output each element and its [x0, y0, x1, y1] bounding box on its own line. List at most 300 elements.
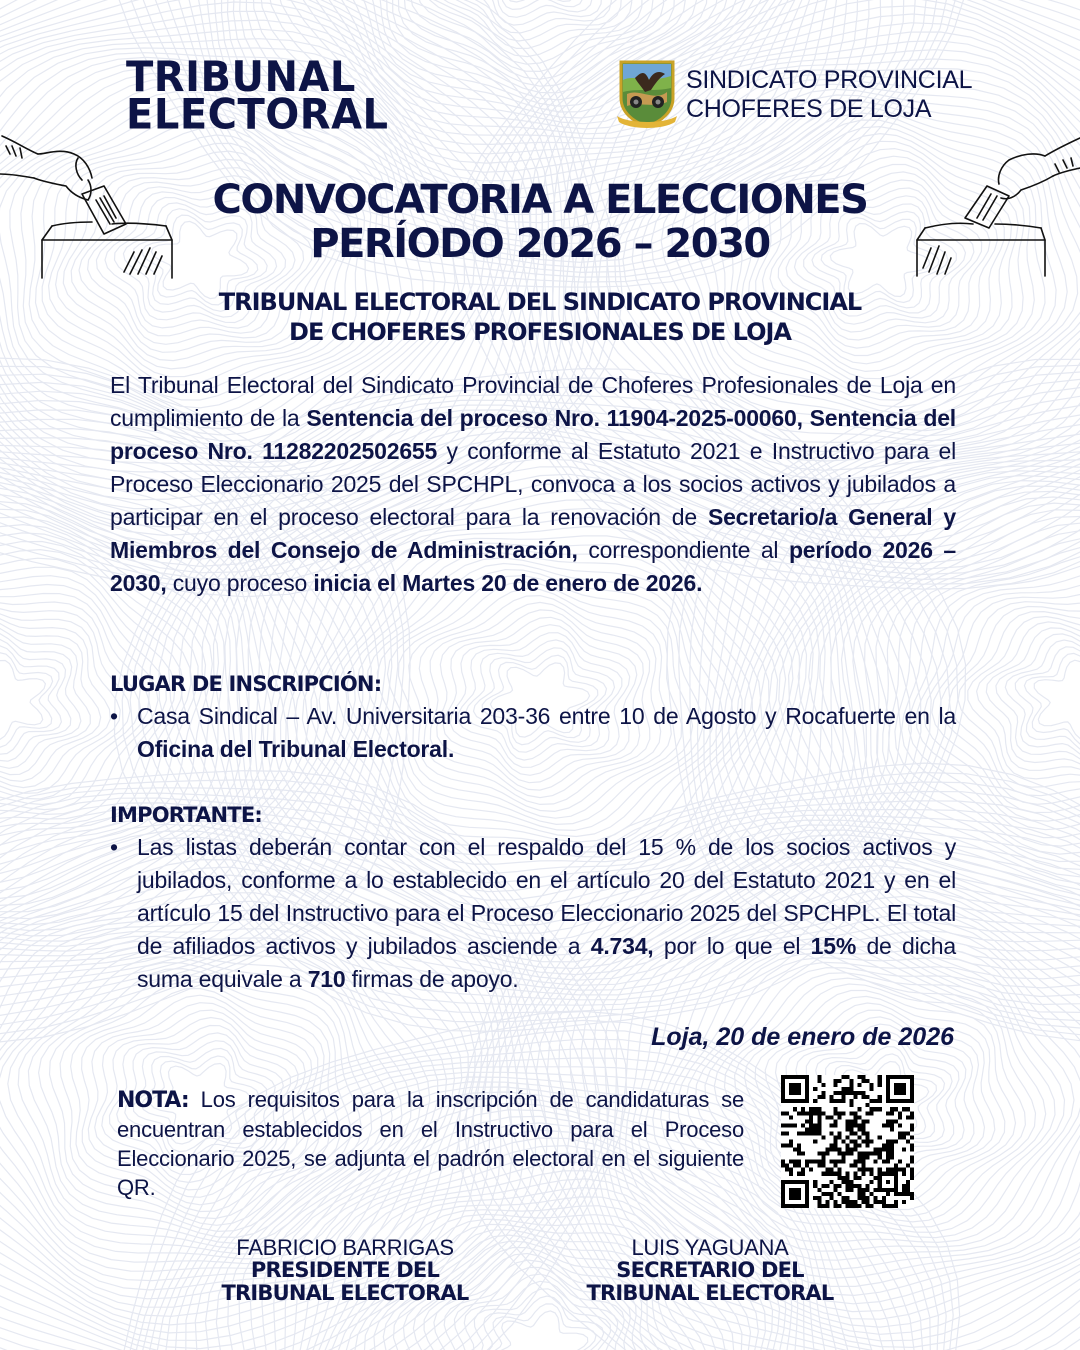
- qr-module: [817, 1107, 821, 1111]
- qr-module: [866, 1095, 870, 1099]
- qr-module: [886, 1139, 890, 1143]
- qr-module: [789, 1160, 793, 1164]
- qr-module: [829, 1180, 833, 1184]
- qr-module: [866, 1152, 870, 1156]
- lugar-address: Casa Sindical – Av. Universitaria 203-36 entre 10 de Agosto y Rocafuerte en la: [137, 703, 956, 729]
- qr-module: [866, 1156, 870, 1160]
- qr-module: [845, 1172, 849, 1176]
- qr-module: [854, 1139, 858, 1143]
- nota-label: NOTA:: [117, 1088, 189, 1113]
- qr-module: [841, 1152, 845, 1156]
- qr-module: [837, 1148, 841, 1152]
- qr-module: [890, 1123, 894, 1127]
- qr-module: [850, 1091, 854, 1095]
- qr-module: [906, 1184, 910, 1188]
- intro-cargos: Secretario/a General y Miembros del Consejo de Administración,: [110, 504, 956, 563]
- qr-module: [890, 1107, 894, 1111]
- qr-module: [902, 1184, 906, 1188]
- lugar-oficina: Oficina del Tribunal Electoral.: [137, 736, 455, 762]
- qr-module: [833, 1172, 837, 1176]
- qr-module: [813, 1139, 817, 1143]
- qr-module: [890, 1139, 894, 1143]
- qr-module: [866, 1119, 870, 1123]
- qr-module: [874, 1160, 878, 1164]
- qr-module: [829, 1196, 833, 1200]
- qr-module: [817, 1095, 821, 1099]
- qr-module: [850, 1164, 854, 1168]
- qr-module: [821, 1091, 825, 1095]
- qr-module: [854, 1111, 858, 1115]
- qr-module: [833, 1184, 837, 1188]
- guilloche-line: [473, 0, 608, 9]
- qr-module: [837, 1079, 841, 1083]
- qr-module: [801, 1152, 805, 1156]
- qr-module: [821, 1204, 825, 1208]
- qr-module: [797, 1144, 801, 1148]
- qr-module: [862, 1095, 866, 1099]
- signature-president: [195, 1236, 495, 1305]
- intro-text: correspondiente al: [577, 537, 789, 563]
- qr-module: [845, 1152, 849, 1156]
- qr-module: [837, 1168, 841, 1172]
- qr-module: [910, 1172, 914, 1176]
- qr-module: [837, 1204, 841, 1208]
- qr-module: [870, 1099, 874, 1103]
- qr-module: [833, 1188, 837, 1192]
- qr-module: [825, 1148, 829, 1152]
- qr-module: [850, 1184, 854, 1188]
- qr-module: [817, 1123, 821, 1127]
- qr-module: [874, 1152, 878, 1156]
- guilloche-line: [0, 612, 110, 787]
- sub-title-line-1: TRIBUNAL ELECTORAL DEL SINDICATO PROVINCIAL: [218, 288, 862, 316]
- qr-module: [850, 1200, 854, 1204]
- qr-module: [837, 1135, 841, 1139]
- intro-sentencias: Sentencia del proceso Nro. 11904-2025-00060, Sentencia del proceso Nro. 11282202502655: [110, 405, 956, 464]
- qr-module: [833, 1139, 837, 1143]
- qr-module: [833, 1160, 837, 1164]
- qr-module: [874, 1107, 878, 1111]
- guilloche-line: [431, 0, 649, 48]
- guilloche-line: [958, 612, 1080, 789]
- qr-module: [850, 1119, 854, 1123]
- qr-module: [878, 1200, 882, 1204]
- qr-module: [910, 1127, 914, 1131]
- qr-module: [781, 1131, 785, 1135]
- date-line: Loja, 20 de enero de 2026: [651, 1023, 954, 1051]
- qr-module: [813, 1127, 817, 1131]
- guilloche-line: [0, 607, 120, 794]
- qr-module: [870, 1204, 874, 1208]
- qr-module: [850, 1083, 854, 1087]
- qr-module: [886, 1192, 890, 1196]
- qr-module: [845, 1119, 849, 1123]
- intro-paragraph: [110, 369, 956, 600]
- qr-module: [841, 1075, 845, 1079]
- qr-module: [858, 1192, 862, 1196]
- qr-module: [870, 1180, 874, 1184]
- guilloche-line: [0, 632, 81, 769]
- qr-module: [866, 1144, 870, 1148]
- guilloche-line: [986, 628, 1080, 772]
- qr-module: [870, 1168, 874, 1172]
- qr-code-icon[interactable]: [781, 1075, 914, 1208]
- qr-module: [858, 1168, 862, 1172]
- qr-module: [837, 1131, 841, 1135]
- qr-module: [866, 1200, 870, 1204]
- qr-module: [833, 1123, 837, 1127]
- guilloche-line: [1024, 653, 1080, 746]
- qr-module: [817, 1196, 821, 1200]
- qr-module: [809, 1123, 813, 1127]
- qr-module: [850, 1079, 854, 1083]
- qr-module: [890, 1111, 894, 1115]
- qr-module: [878, 1156, 882, 1160]
- qr-module: [910, 1111, 914, 1115]
- qr-module: [902, 1131, 906, 1135]
- qr-module: [886, 1148, 890, 1152]
- qr-module: [809, 1119, 813, 1123]
- qr-module: [837, 1152, 841, 1156]
- qr-module: [910, 1123, 914, 1127]
- qr-module: [817, 1127, 821, 1131]
- qr-module: [809, 1127, 813, 1131]
- qr-module: [789, 1123, 793, 1127]
- qr-module: [854, 1184, 858, 1188]
- qr-module: [841, 1180, 845, 1184]
- bullet-icon: •: [110, 703, 119, 729]
- qr-module: [858, 1156, 862, 1160]
- qr-module: [874, 1196, 878, 1200]
- qr-module: [906, 1115, 910, 1119]
- qr-module: [833, 1111, 837, 1115]
- main-title: [0, 178, 1080, 266]
- qr-module: [841, 1200, 845, 1204]
- guilloche-line: [0, 646, 61, 754]
- qr-module: [825, 1172, 829, 1176]
- qr-module: [886, 1160, 890, 1164]
- qr-module: [854, 1119, 858, 1123]
- qr-module: [866, 1184, 870, 1188]
- qr-module: [801, 1172, 805, 1176]
- qr-module: [845, 1087, 849, 1091]
- qr-module: [886, 1123, 890, 1127]
- qr-module: [797, 1160, 801, 1164]
- qr-module: [850, 1188, 854, 1192]
- qr-module: [797, 1131, 801, 1135]
- qr-module: [821, 1184, 825, 1188]
- guilloche-line: [1034, 660, 1080, 740]
- qr-module: [809, 1115, 813, 1119]
- qr-module: [829, 1168, 833, 1172]
- qr-module: [862, 1200, 866, 1204]
- org-name: [686, 66, 972, 124]
- qr-module: [854, 1164, 858, 1168]
- signature-role: TRIBUNAL ELECTORAL: [221, 1281, 469, 1305]
- qr-module: [785, 1123, 789, 1127]
- qr-module: [837, 1172, 841, 1176]
- guilloche-line: [0, 619, 101, 782]
- qr-module: [801, 1131, 805, 1135]
- qr-module: [813, 1099, 817, 1103]
- qr-module: [809, 1131, 813, 1135]
- guilloche-line: [0, 625, 90, 774]
- qr-module: [850, 1152, 854, 1156]
- union-shield-logo: [615, 58, 679, 130]
- signature-role: PRESIDENTE DEL: [250, 1258, 440, 1282]
- qr-module: [910, 1176, 914, 1180]
- qr-module: [833, 1148, 837, 1152]
- main-title-line-1: CONVOCATORIA A ELECCIONES: [212, 177, 868, 223]
- qr-module: [882, 1144, 886, 1148]
- qr-module: [862, 1160, 866, 1164]
- qr-module: [910, 1168, 914, 1172]
- qr-module: [850, 1123, 854, 1127]
- qr-module: [870, 1172, 874, 1176]
- qr-module: [906, 1139, 910, 1143]
- qr-module: [850, 1204, 854, 1208]
- qr-module: [789, 1172, 793, 1176]
- qr-module: [862, 1075, 866, 1079]
- qr-module: [906, 1164, 910, 1168]
- qr-module: [821, 1160, 825, 1164]
- qr-module: [866, 1111, 870, 1115]
- qr-module: [902, 1148, 906, 1152]
- qr-module: [882, 1204, 886, 1208]
- qr-module: [866, 1135, 870, 1139]
- qr-module: [858, 1075, 862, 1079]
- qr-module: [817, 1204, 821, 1208]
- qr-module: [862, 1131, 866, 1135]
- qr-module: [866, 1131, 870, 1135]
- qr-module: [862, 1091, 866, 1095]
- qr-module: [829, 1131, 833, 1135]
- qr-module: [825, 1152, 829, 1156]
- qr-module: [845, 1075, 849, 1079]
- qr-module: [878, 1083, 882, 1087]
- guilloche-line: [439, 0, 642, 41]
- qr-module: [906, 1192, 910, 1196]
- qr-module: [866, 1079, 870, 1083]
- guilloche-line: [949, 604, 1080, 795]
- qr-module: [890, 1127, 894, 1131]
- qr-module: [793, 1107, 797, 1111]
- signature-name: LUIS YAGUANA: [631, 1235, 789, 1260]
- qr-module: [833, 1200, 837, 1204]
- qr-module: [833, 1144, 837, 1148]
- qr-module: [789, 1168, 793, 1172]
- qr-module: [870, 1152, 874, 1156]
- qr-module: [898, 1168, 902, 1172]
- qr-module: [801, 1107, 805, 1111]
- qr-module: [850, 1139, 854, 1143]
- qr-module: [902, 1135, 906, 1139]
- guilloche-line: [941, 596, 1080, 805]
- qr-module: [821, 1172, 825, 1176]
- qr-module: [813, 1131, 817, 1135]
- qr-module: [845, 1091, 849, 1095]
- qr-module: [862, 1127, 866, 1131]
- qr-module: [821, 1192, 825, 1196]
- qr-module: [817, 1115, 821, 1119]
- firmas-requeridas: 710: [307, 966, 346, 992]
- qr-module: [797, 1172, 801, 1176]
- qr-module: [825, 1115, 829, 1119]
- signature-role: SECRETARIO DEL: [616, 1258, 804, 1282]
- qr-module: [817, 1079, 821, 1083]
- importante-item: [110, 831, 956, 996]
- qr-module: [898, 1160, 902, 1164]
- qr-module: [845, 1148, 849, 1152]
- qr-module: [886, 1111, 890, 1115]
- brand-line-2: ELECTORAL: [126, 90, 389, 140]
- qr-module: [817, 1160, 821, 1164]
- guilloche-line: [481, 0, 599, 2]
- qr-module: [833, 1119, 837, 1123]
- qr-module: [821, 1164, 825, 1168]
- qr-module: [862, 1152, 866, 1156]
- qr-module: [910, 1144, 914, 1148]
- qr-module: [850, 1103, 854, 1107]
- total-afiliados: 4.734,: [590, 933, 654, 959]
- qr-module: [854, 1091, 858, 1095]
- qr-module: [837, 1091, 841, 1095]
- qr-module: [813, 1180, 817, 1184]
- qr-module: [870, 1083, 874, 1087]
- qr-module: [874, 1200, 878, 1204]
- qr-module: [825, 1204, 829, 1208]
- qr-module: [858, 1188, 862, 1192]
- qr-module: [789, 1139, 793, 1143]
- qr-module: [845, 1180, 849, 1184]
- qr-module: [858, 1115, 862, 1119]
- qr-module: [789, 1144, 793, 1148]
- qr-module: [902, 1168, 906, 1172]
- guilloche-line: [977, 622, 1080, 778]
- qr-module: [793, 1164, 797, 1168]
- qr-module: [894, 1168, 898, 1172]
- qr-module: [894, 1200, 898, 1204]
- importante-text: [137, 831, 956, 996]
- qr-module: [845, 1135, 849, 1139]
- qr-module: [886, 1156, 890, 1160]
- qr-module: [850, 1087, 854, 1091]
- lugar-item: [110, 700, 956, 766]
- qr-module: [785, 1144, 789, 1148]
- org-name-line-2: CHOFERES DE LOJA: [686, 95, 932, 123]
- qr-module: [833, 1164, 837, 1168]
- qr-module: [858, 1127, 862, 1131]
- main-title-line-2: PERÍODO 2026 – 2030: [310, 221, 770, 267]
- qr-module: [829, 1115, 833, 1119]
- qr-module: [785, 1168, 789, 1172]
- qr-module: [825, 1192, 829, 1196]
- qr-module: [805, 1131, 809, 1135]
- qr-module: [845, 1184, 849, 1188]
- qr-module: [902, 1200, 906, 1204]
- brand-title: [126, 52, 389, 140]
- qr-module: [797, 1152, 801, 1156]
- guilloche-line: [0, 661, 45, 740]
- qr-module: [886, 1152, 890, 1156]
- qr-module: [906, 1180, 910, 1184]
- qr-module: [890, 1144, 894, 1148]
- qr-module: [833, 1107, 837, 1111]
- qr-module: [858, 1184, 862, 1188]
- qr-module: [882, 1196, 886, 1200]
- qr-module: [874, 1176, 878, 1180]
- qr-module: [829, 1099, 833, 1103]
- qr-module: [902, 1188, 906, 1192]
- qr-module: [829, 1123, 833, 1127]
- qr-module: [898, 1131, 902, 1135]
- qr-module: [817, 1111, 821, 1115]
- qr-module: [781, 1123, 785, 1127]
- importante-text-part: por lo que el: [653, 933, 811, 959]
- guilloche-line: [492, 1311, 587, 1350]
- qr-module: [902, 1172, 906, 1176]
- qr-module: [910, 1115, 914, 1119]
- qr-module: [890, 1148, 894, 1152]
- lugar-heading: LUGAR DE INSCRIPCIÓN:: [110, 672, 382, 696]
- qr-module: [801, 1111, 805, 1115]
- qr-module: [870, 1139, 874, 1143]
- importante-heading: IMPORTANTE:: [110, 803, 262, 827]
- qr-module: [854, 1131, 858, 1135]
- signature-secretary: [560, 1236, 860, 1305]
- qr-module: [817, 1119, 821, 1123]
- guilloche-line: [0, 653, 53, 747]
- nota-text: Los requisitos para la inscripción de candidaturas se encuentran establecidos en el Instructivo para el Proceso Eleccionario 2025, se adjunta el padrón electoral en el siguiente QR.: [117, 1087, 744, 1200]
- qr-module: [878, 1075, 882, 1079]
- qr-module: [825, 1184, 829, 1188]
- qr-module: [805, 1164, 809, 1168]
- qr-module: [866, 1103, 870, 1107]
- importante-text-part: Las listas deberán contar con el respaldo del 15 % de los socios activos y jubilados, conforme a lo establecido en el artículo 20 del Estatuto 2021 y en el artículo 15 del Instructivo para el Proceso Eleccionario 2025 del SPCHPL. El total de afiliados activos y jubilados asciende a: [137, 834, 956, 959]
- qr-module: [890, 1152, 894, 1156]
- qr-module: [854, 1160, 858, 1164]
- qr-module: [898, 1192, 902, 1196]
- qr-module: [801, 1168, 805, 1172]
- qr-module: [854, 1172, 858, 1176]
- qr-module: [817, 1188, 821, 1192]
- qr-module: [886, 1180, 890, 1184]
- qr-module: [854, 1200, 858, 1204]
- qr-module: [858, 1135, 862, 1139]
- qr-module: [902, 1107, 906, 1111]
- qr-module: [886, 1168, 890, 1172]
- qr-module: [797, 1164, 801, 1168]
- qr-module: [841, 1087, 845, 1091]
- qr-module: [785, 1164, 789, 1168]
- qr-module: [882, 1123, 886, 1127]
- qr-module: [854, 1115, 858, 1119]
- qr-module: [858, 1091, 862, 1095]
- guilloche-line: [0, 639, 71, 761]
- guilloche-line: [996, 634, 1080, 766]
- qr-module: [833, 1091, 837, 1095]
- qr-module: [858, 1160, 862, 1164]
- qr-module: [821, 1111, 825, 1115]
- qr-module: [829, 1172, 833, 1176]
- qr-module: [837, 1115, 841, 1119]
- guilloche-line: [417, 0, 663, 64]
- qr-module: [789, 1083, 801, 1095]
- qr-module: [862, 1196, 866, 1200]
- qr-module: [829, 1144, 833, 1148]
- qr-module: [793, 1123, 797, 1127]
- qr-module: [845, 1123, 849, 1127]
